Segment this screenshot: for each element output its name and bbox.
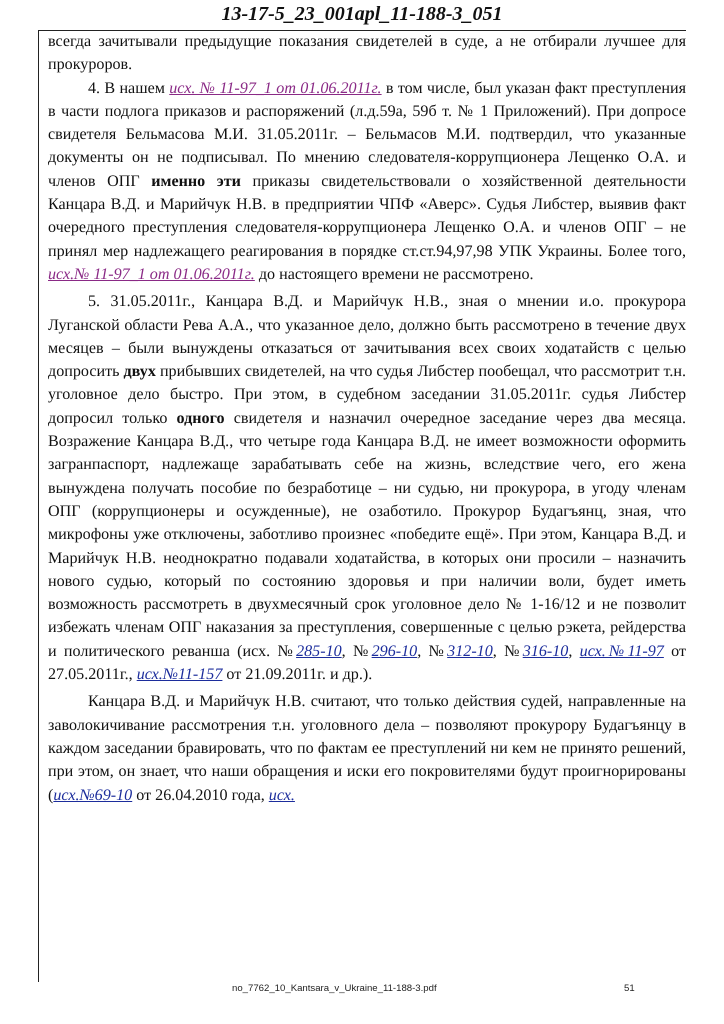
paragraph-text: , № — [417, 642, 448, 660]
emphasis-text: одного — [176, 409, 225, 427]
paragraph-text: прибывших свидетелей, на что судья Либстер пообещал, что рассмотрит т.н. уголовное дело быстро. При этом, в судебном заседании 31.05.2011г. судья Либстер допросил только — [48, 363, 686, 427]
reference-link[interactable]: исх. — [268, 786, 295, 804]
reference-link[interactable]: исх.№11-97 — [579, 642, 664, 660]
paragraph-text: до настоящего времени не рассмотрено. — [254, 265, 534, 283]
paragraph-text: всегда зачитывали предыдущие показания свидетелей в суде, а не отбирали лучшее для прокуроров. — [48, 33, 686, 74]
paragraph-text: от 26.04.2010 года, — [132, 786, 269, 804]
page-footer — [0, 983, 724, 997]
paragraph-text: 5. 31.05.2011г., Канцара В.Д. и Марийчук Н.В., зная о мнении и.о. прокурора Луганской области Рева А.А., что указанное дело, должно быть рассмотрено в течение двух месяцев – были вынуждены отказаться от зачитывания всех своих ходатайств с целью допросить — [48, 293, 686, 381]
paragraph-text: от 21.09.2011г. и др.). — [222, 666, 373, 684]
reference-link[interactable]: исх.№69-10 — [53, 786, 133, 804]
paragraph-text: 4. В нашем — [88, 79, 170, 97]
emphasis-text: именно эти — [151, 172, 241, 190]
paragraph-text: от 27.05.2011г., — [48, 642, 687, 684]
reference-link[interactable]: исх.№ 11-97_1 от 01.06.2011г. — [48, 265, 255, 283]
paragraph-continuation — [48, 30, 686, 77]
paragraph-5 — [48, 290, 686, 686]
reference-link[interactable]: исх. № 11-97_1 от 01.06.2011г. — [169, 79, 382, 97]
paragraph-text: , № — [492, 642, 523, 660]
paragraph-text: свидетеля и назначил очередное заседание через два месяца. Возражение Канцара В.Д., что четыре года Канцара В.Д. не имеет возможности оформить загранпаспорт, надлежаще зарабатывать себе на жизнь, вследствие чего, его жена вынуждена получать пособие по безработице – ни судью, ни прокурора, в угоду членам ОПГ (коррупционеры и осужденные), не озаботило. Прокурор Будагъянц, зная, что микрофоны уже отключены, заботливо произнес «победите ещё». При этом, Канцара В.Д. и Марийчук Н.В. неоднократно подавали ходатайства, в которых они просили – назначить нового судью, который по состоянию здоровья и при наличии воли, будет иметь возможность рассмотреть в двухмесячный срок уголовное дело № 1-16/12 и не позволит избежать членам ОПГ наказания за преступления, совершенные с целью рэкета, рейдерства и политического реванша (исх. № — [48, 409, 686, 660]
reference-link[interactable]: исх.№11-157 — [136, 666, 223, 684]
reference-link[interactable]: 316-10 — [522, 642, 569, 660]
document-body — [48, 30, 686, 807]
left-margin-line — [38, 30, 39, 982]
paragraph-4 — [48, 77, 686, 287]
paragraph-6 — [48, 690, 686, 806]
paragraph-text: , — [568, 642, 580, 660]
reference-link[interactable]: 296-10 — [371, 642, 418, 660]
emphasis-text: двух — [123, 363, 156, 381]
reference-link[interactable]: 285-10 — [296, 642, 342, 660]
footer-filename: no_7762_10_Kantsara_v_Ukraine_11-188-3.pdf — [232, 983, 437, 994]
paragraph-text: , № — [341, 642, 372, 660]
paragraph-text: в том числе, был указан факт преступления в части подлога приказов и распоряжений (л.д.59а, 59б т. № 1 Приложений). При допросе свидетеля Бельмасова М.И. 31.05.2011г. – Бельмасов М.И. подтвердил, что указанные документы он не подписывал. По мнению следователя-коррупционера Лещенко О.А. и членов ОПГ — [48, 79, 686, 190]
reference-link[interactable]: 312-10 — [447, 642, 493, 660]
page-number: 51 — [624, 983, 635, 994]
paragraph-text: Канцара В.Д. и Марийчук Н.В. считают, что только действия судей, направленные на заволокичивание рассмотрения т.н. уголовного дела – позволяют прокурору Будагъянцу в каждом заседании бравировать, что по фактам ее преступлений ни кем не принято решений, при этом, он знает, что наши обращения и иски его покровителями будут проигнорированы ( — [48, 693, 686, 804]
paragraph-text: приказы свидетельствовали о хозяйственной деятельности Канцара В.Д. и Марийчук Н.В. в предприятии ЧПФ «Аверс». Судья Либстер, выявив факт очередного преступления следователя-коррупционера Лещенко О.А. и членов ОПГ – не принял мер надлежащего реагирования в порядке ст.ст.94,97,98 УПК Украины. Более того, — [48, 172, 686, 260]
document-header-title: 13-17-5_23_001apl_11-188-3_051 — [221, 3, 503, 25]
